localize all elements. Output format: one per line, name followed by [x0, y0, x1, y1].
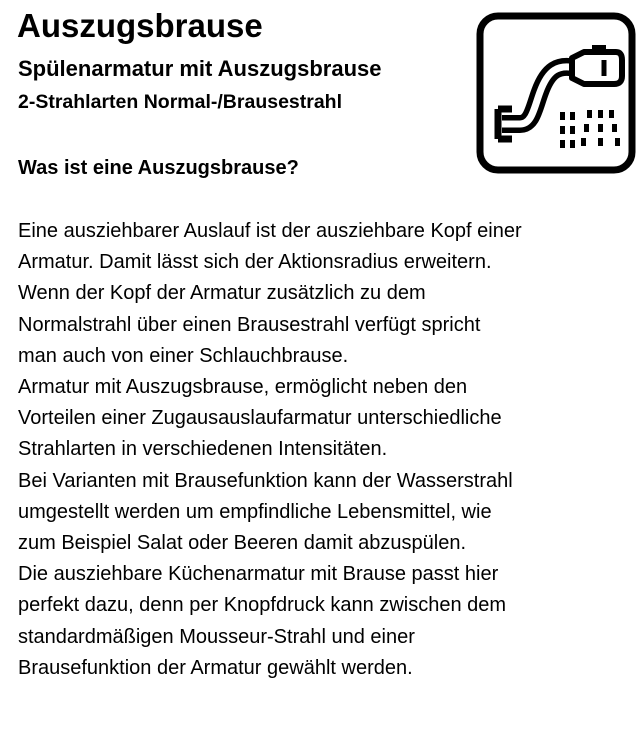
- section-heading: Was ist eine Auszugsbrause?: [18, 157, 299, 179]
- page-title: Auszugsbrause: [17, 7, 263, 44]
- body-line: Armatur. Damit lässt sich der Aktionsradius erweitern.: [18, 251, 492, 274]
- body-line: Bei Varianten mit Brausefunktion kann der Wasserstrahl: [18, 469, 513, 492]
- body-line: Eine ausziehbarer Auslauf ist der ausziehbare Kopf einer: [18, 220, 522, 242]
- body-line: Strahlarten in verschiedenen Intensitäten.: [18, 438, 388, 461]
- page-subtitle-secondary: 2-Strahlarten Normal-/Brausestrahl: [18, 91, 343, 113]
- pull-out-spray-faucet-icon: [476, 12, 636, 174]
- body-line: perfekt dazu, denn per Knopfdruck kann zwischen dem: [18, 594, 507, 617]
- page-subtitle: Spülenarmatur mit Auszugsbrause: [18, 56, 382, 81]
- body-paragraph: [18, 216, 633, 684]
- body-line: Die ausziehbare Küchenarmatur mit Brause passt hier: [18, 563, 499, 586]
- body-line: Vorteilen einer Zugausauslaufarmatur unterschiedliche: [18, 407, 502, 430]
- body-line: zum Beispiel Salat oder Beeren damit abzuspülen.: [18, 532, 467, 555]
- body-line: Armatur mit Auszugsbrause, ermöglicht neben den: [18, 376, 468, 399]
- body-line: umgestellt werden um empfindliche Lebensmittel, wie: [18, 500, 492, 523]
- body-line: Wenn der Kopf der Armatur zusätzlich zu dem: [18, 282, 426, 305]
- body-line: standardmäßigen Mousseur-Strahl und einer: [18, 625, 415, 648]
- body-line: Normalstrahl über einen Brausestrahl verfügt spricht: [18, 313, 481, 336]
- body-line: man auch von einer Schlauchbrause.: [18, 344, 349, 367]
- body-line: Brausefunktion der Armatur gewählt werden.: [18, 656, 413, 679]
